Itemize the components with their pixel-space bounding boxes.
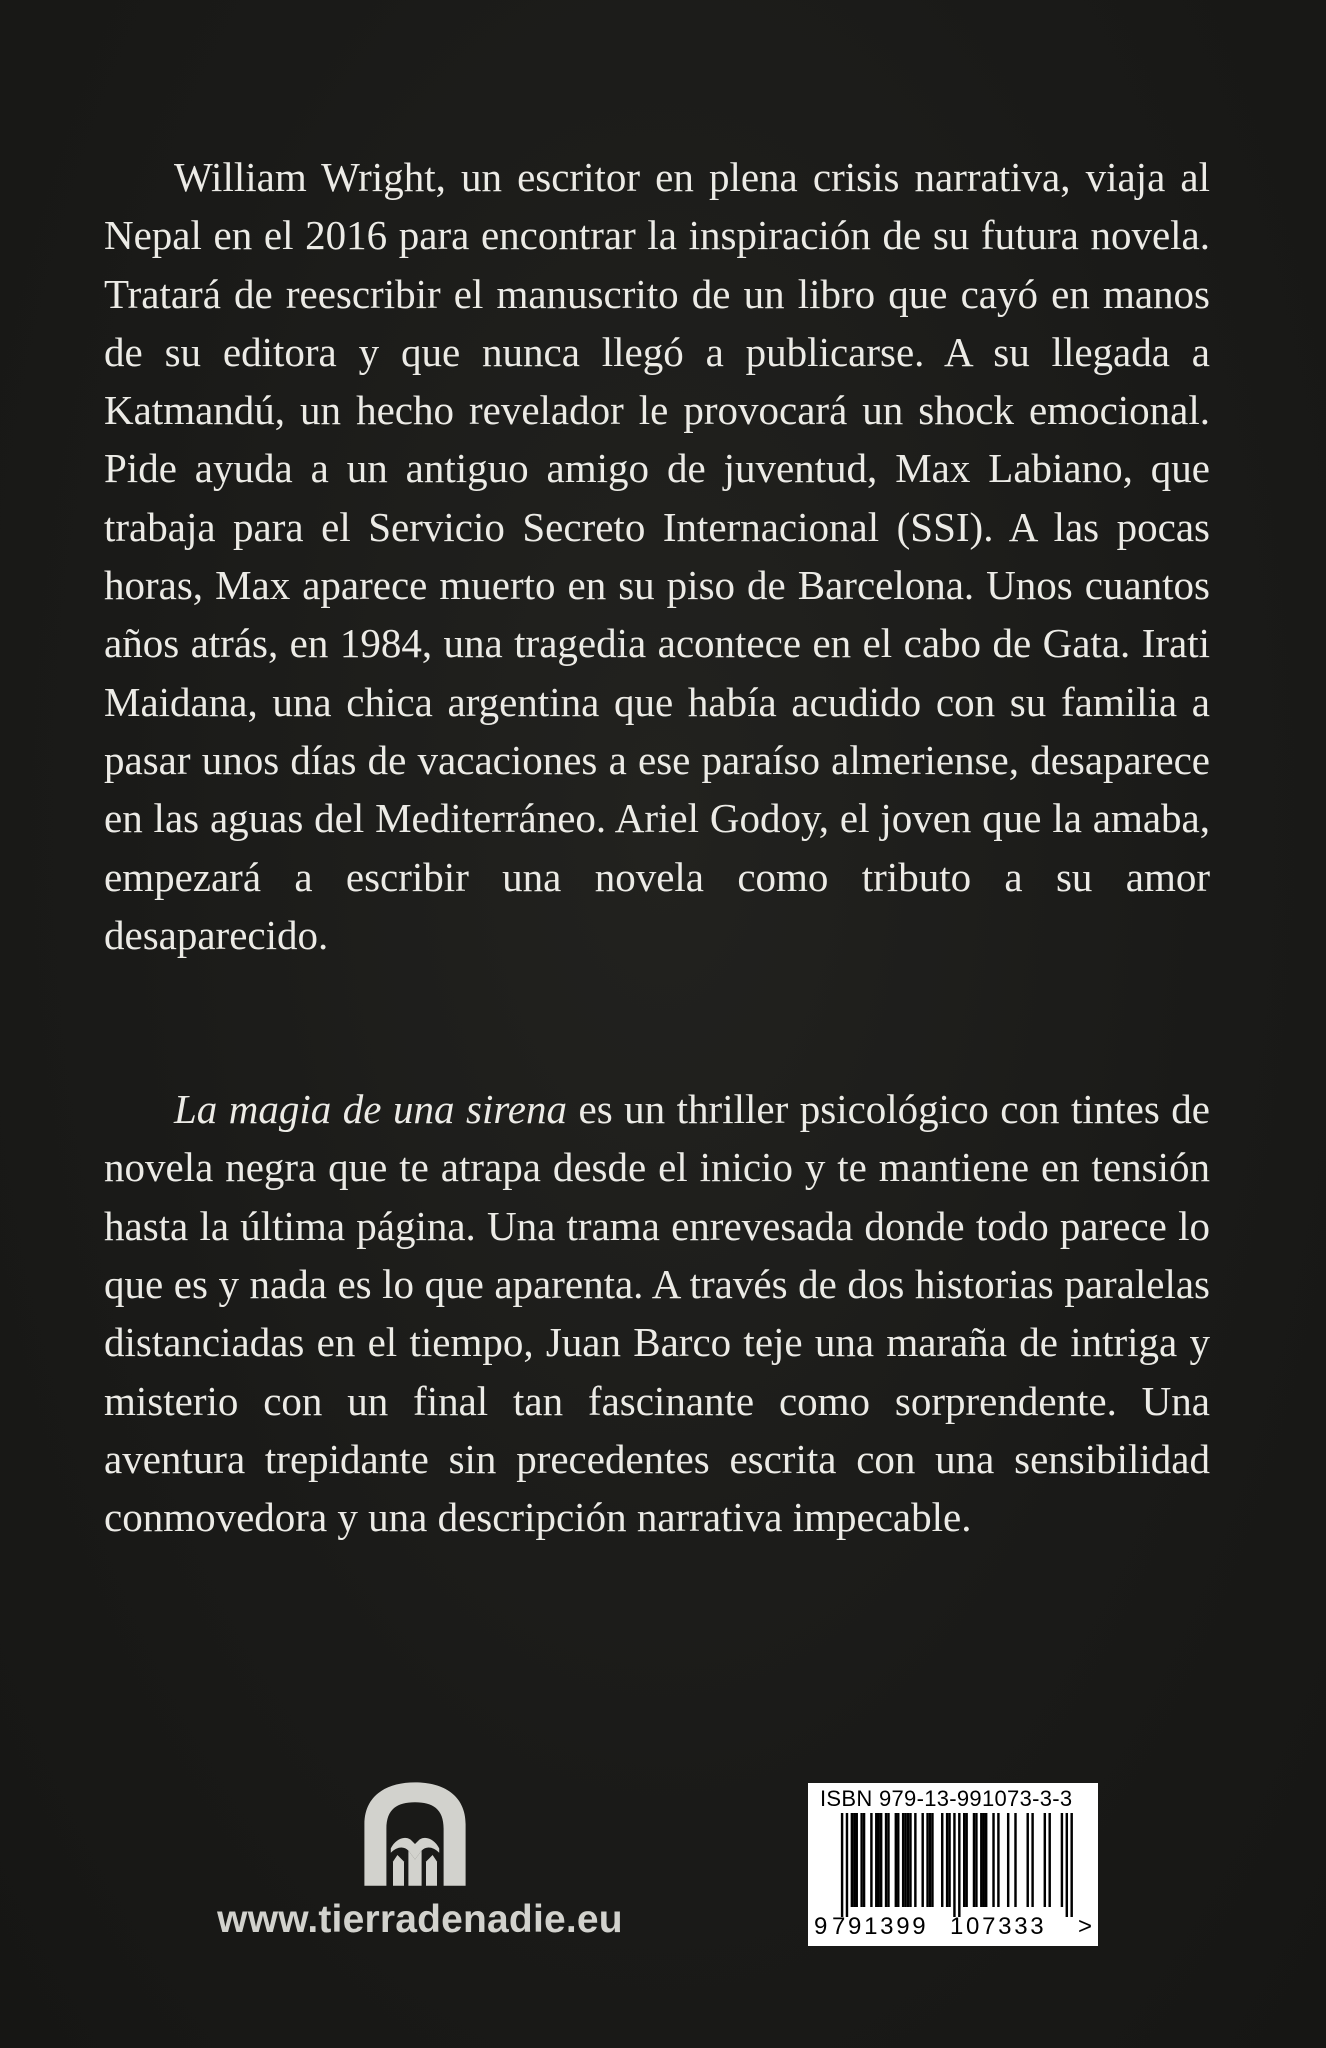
- barcode-guard-bar: [953, 1813, 955, 1917]
- barcode-guard-bar: [841, 1813, 843, 1917]
- publisher-block: [180, 1780, 660, 1960]
- barcode-bar: [941, 1813, 943, 1907]
- barcode-bar: [963, 1813, 965, 1907]
- barcode-bar: [863, 1813, 865, 1907]
- barcode-guard-bar: [846, 1813, 848, 1917]
- barcode-bar: [983, 1813, 985, 1907]
- barcode-bar: [851, 1813, 853, 1907]
- barcode-bar: [921, 1813, 923, 1907]
- barcode-bar: [870, 1813, 872, 1907]
- barcode-bars: [814, 1813, 1090, 1917]
- barcode-guard-bar: [958, 1813, 960, 1917]
- barcode-bar: [887, 1813, 889, 1907]
- barcode-bar: [973, 1813, 975, 1907]
- barcode-bar: [965, 1813, 967, 1907]
- barcode-bar: [878, 1813, 880, 1907]
- barcode-bar: [997, 1813, 999, 1907]
- barcode-bar: [931, 1813, 933, 1907]
- publisher-logo-icon: [360, 1780, 470, 1886]
- barcode-first-digit: 9: [814, 1913, 828, 1940]
- barcode-bar: [948, 1813, 950, 1907]
- barcode-guard-bar: [1070, 1813, 1072, 1917]
- barcode-bar: [1014, 1813, 1016, 1907]
- barcode-bar: [1044, 1813, 1046, 1907]
- barcode-bar: [1007, 1813, 1009, 1907]
- barcode-bar: [907, 1813, 909, 1907]
- barcode-bar: [885, 1813, 887, 1907]
- barcode-bar: [860, 1813, 862, 1907]
- barcode-bar: [909, 1813, 911, 1907]
- synopsis: [104, 148, 1210, 1547]
- barcode-bar: [875, 1813, 877, 1907]
- barcode-bar: [914, 1813, 916, 1907]
- isbn-barcode: [808, 1783, 1098, 1946]
- barcode-bar: [929, 1813, 931, 1907]
- synopsis-paragraph-2-text: es un thriller psicológico con tintes de novela negra que te atrapa desde el inicio y te mantiene en tensión hasta la última página. Una trama enrevesada donde todo parece lo que es y nada es lo que aparenta. A través de dos historias paralelas distanciadas en el tiempo, Juan Barco teje una maraña de intriga y misterio con un final tan fascinante como sorprendente. Una aventura trepidante sin precedentes escrita con una sensibilidad conmovedora y una descripción narrativa impecable.: [104, 1086, 1210, 1541]
- barcode-bar: [853, 1813, 855, 1907]
- barcode-bar: [926, 1813, 928, 1907]
- barcode-bar: [1027, 1813, 1029, 1907]
- barcode-bar: [856, 1813, 858, 1907]
- barcode-bar: [895, 1813, 897, 1907]
- barcode-bar: [897, 1813, 899, 1907]
- book-title: La magia de una sirena: [174, 1086, 567, 1133]
- barcode-bar: [1031, 1813, 1033, 1907]
- barcode-bar: [902, 1813, 904, 1907]
- barcode-bar: [975, 1813, 977, 1907]
- isbn-label: ISBN 979-13-991073-3-3: [820, 1786, 1073, 1811]
- barcode-bar: [1048, 1813, 1050, 1907]
- publisher-website[interactable]: www.tierradenadie.eu: [217, 1898, 623, 1941]
- barcode-bar: [980, 1813, 982, 1907]
- synopsis-paragraph-1: William Wright, un escritor en plena crisis narrativa, viaja al Nepal en el 2016 para encontrar la inspiración de su futura novela. Tratará de reescribir el manuscrito de un libro que cayó en manos de su editora y que nunca llegó a publicarse. A su llegada a Katmandú, un hecho revelador le provocará un shock emocional. Pide ayuda a un antiguo amigo de juventud, Max Labiano, que trabaja para el Servicio Secreto Internacional (SSI). A las pocas horas, Max aparece muerto en su piso de Barcelona. Unos cuantos años atrás, en 1984, una tragedia acontece en el cabo de Gata. Irati Maidana, una chica argentina que había acudido con su familia a pasar unos días de vacaciones a ese paraíso almeriense, desaparece en las aguas del Mediterráneo. Ariel Godoy, el joven que la amaba, empezará a escribir una novela como tributo a su amor desaparecido.: [104, 154, 1210, 958]
- barcode-bar: [1061, 1813, 1063, 1907]
- barcode-digits: [808, 1913, 1098, 1943]
- barcode-guard-bar: [1066, 1813, 1068, 1917]
- barcode-quiet-zone-marker: >: [1078, 1913, 1093, 1940]
- barcode-bar: [992, 1813, 994, 1907]
- barcode-right-digits: 107333: [950, 1913, 1047, 1940]
- barcode-bar: [880, 1813, 882, 1907]
- barcode-bar: [904, 1813, 906, 1907]
- synopsis-paragraph-2: [104, 1080, 1210, 1546]
- barcode-bar: [985, 1813, 987, 1907]
- barcode-left-digits: 791399: [832, 1913, 929, 1940]
- barcode-bar: [946, 1813, 948, 1907]
